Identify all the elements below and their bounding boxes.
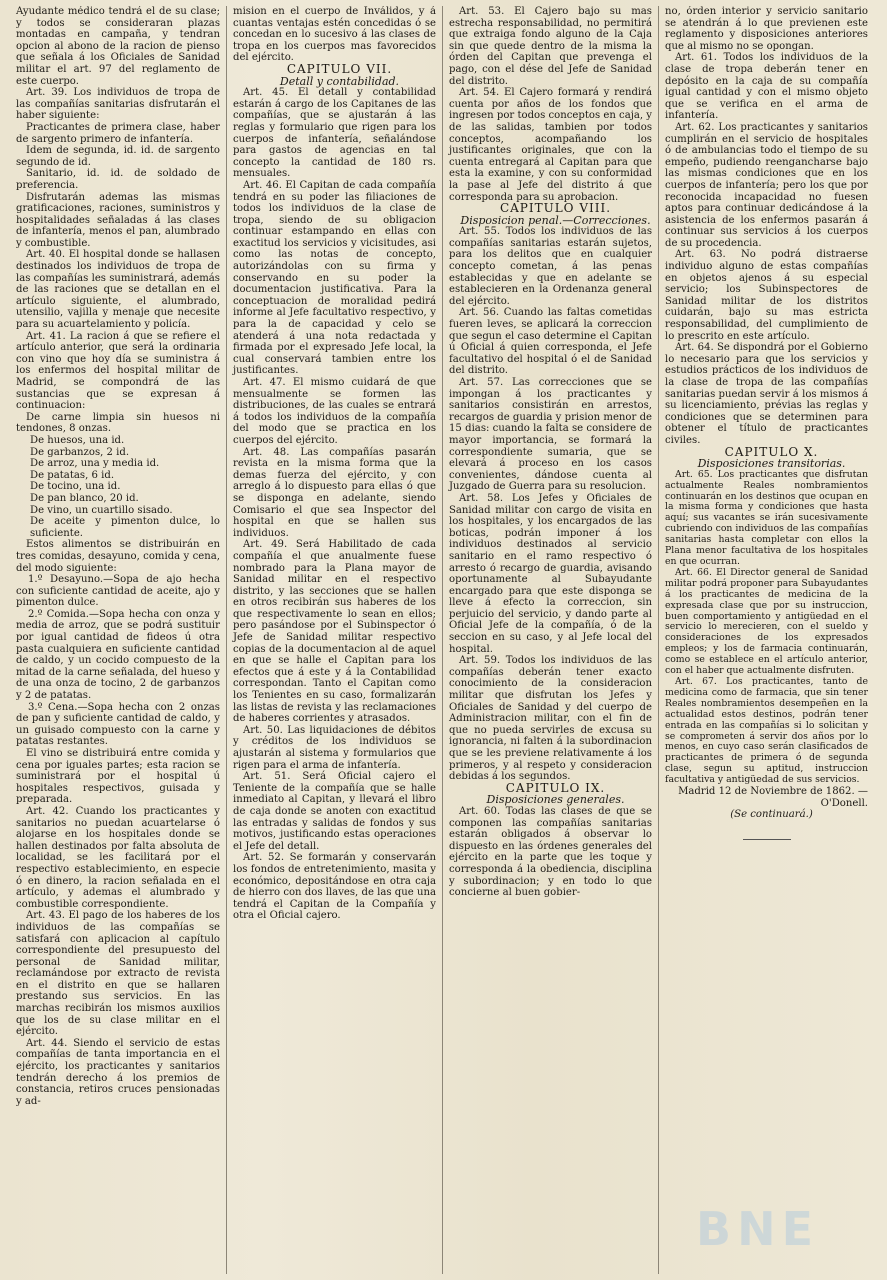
paragraph: Art. 48. Las compañías pasarán revista en la misma forma que la demas fuerza del ejército, y con arreglo á lo dispuesto para ellas ó que se disponga en adelante, siendo Comisario el que sea Inspector del hospital en que se hallen sus individuos. bbox=[233, 446, 436, 539]
paragraph: Art. 54. El Cajero formará y rendirá cuenta por años de los fondos que ingresen por todos conceptos en caja, y de las salidas, tambien por todos conceptos, acompañando los justificantes originales, que con la cuenta entregará al Capitan para que esta la examine, y con su conformidad la pase al Jefe del distrito á que corresponda para su aprobacion. bbox=[449, 87, 652, 203]
paragraph: Idem de segunda, id. id. de sargento segundo de id. bbox=[16, 145, 220, 168]
column-2 bbox=[226, 6, 442, 1274]
chapter-subtitle: Disposiciones generales. bbox=[486, 793, 625, 807]
continued-paragraph: Ayudante médico tendrá el de su clase; y todos se consideraran plazas montadas en campaña, y tendran opcion al abono de la racion de pienso que señala á los Oficiales de Sanidad militar el art. 97 del reglamento de este cuerpo. bbox=[16, 6, 220, 87]
chapter-subtitle: Detall y contabilidad. bbox=[279, 74, 400, 88]
paragraph: Art. 41. La racion á que se refiere el artículo anterior, que será la ordinaria con vino que hoy día se suministra á los enfermos del hospital militar de Madrid, se compondrá de las sustancias que se expresan á continuacion: bbox=[16, 330, 220, 412]
column-3 bbox=[442, 6, 658, 1274]
chapter-subtitle: Disposicion penal.—Correcciones. bbox=[460, 213, 651, 227]
paragraph: Art. 40. El hospital donde se hallasen destinados los individuos de tropa de las compañías les suministrará, además de las raciones que se detallan en el artículo siguiente, el alumbrado, utensilio, vajilla y menaje que necesite para su acuartelamiento y policía. bbox=[16, 249, 220, 331]
ration-item: De pan blanco, 20 id. bbox=[30, 492, 139, 504]
column-1 bbox=[10, 6, 226, 1274]
ration-item: De huesos, una id. bbox=[30, 434, 125, 446]
chapter-heading: CAPITULO VII. bbox=[286, 61, 393, 76]
paragraph: Art. 46. El Capitan de cada compañía tendrá en su poder las filiaciones de todos los individuos de la clase de tropa, siendo de su obligacion continuar estampando en ellas con exactitud los servicios y vicisitudes, asi como las notas de concepto, autorizándolas con su firma y conservando en su poder la documentacion justificativa. Para la conceptuacion de moralidad pedirá informe al Jefe facultativo respectivo, y para la de capacidad y celo se atenderá á una nota redactada y firmada por el expresado Jefe local, la cual conservará tambien entre los justificantes. bbox=[233, 179, 436, 377]
paragraph: Art. 47. El mismo cuidará de que mensualmente se formen las distribuciones, de las cuales se entrará á todos los individuos de la compañía del modo que se practica en los cuerpos del ejército. bbox=[233, 377, 436, 446]
paragraph: Art. 57. Las correcciones que se impongan á los practicantes y sanitarios consistirán en arrestos, recargos de guardia y prision menor de 15 dias: cuando la falta se considere de mayor importancia, se formará la correspondiente sumaria, que se elevará á proceso en los casos convenientes, dándose cuenta al Juzgado de Guerra para su resolucion. bbox=[449, 377, 652, 493]
paragraph: Art. 39. Los individuos de tropa de las compañías sanitarias disfrutarán el haber siguiente: bbox=[16, 87, 220, 122]
paragraph: Art. 51. Será Oficial cajero el Teniente de la compañía que se halle inmediato al Capitan, y llevará el libro de caja donde se anoten con exactitud las entradas y salidas de fondos y sus motivos, justificando estas operaciones el Jefe del detall. bbox=[233, 771, 436, 852]
paragraph: Art. 63. No podrá distraerse individuo alguno de estas compañías en objetos ajenos á su especial servicio; los Subinspectores de Sanidad militar de los distritos cuidarán, bajo su mas estricta responsabilidad, del cumplimiento de lo prescrito en este artículo. bbox=[665, 249, 868, 342]
continued-note: (Se continuará.) bbox=[730, 809, 813, 821]
end-rule bbox=[743, 839, 791, 840]
paragraph: Practicantes de primera clase, haber de sargento primero de infantería. bbox=[16, 121, 220, 145]
ration-item: De patatas, 6 id. bbox=[30, 469, 115, 481]
column-4 bbox=[658, 6, 874, 1274]
transitional-article: Art. 67. Los practicantes, tanto de medicina como de farmacia, que sin tener Reales nombramientos desempeñen en la actualidad estos destinos, podrán tener entrada en las compañías si lo solicitan y se comprometen á servir dos años por lo menos, en cuyo caso serán clasificados de practicantes de primera ó de segunda clase, segun su aptitud, instruccion facultativa y antigüedad de sus servicios. bbox=[665, 675, 868, 786]
paragraph: De carne limpia sin huesos ni tendones, 8 onzas. bbox=[16, 411, 220, 435]
paragraph: Art. 56. Cuando las faltas cometidas fueren leves, se aplicará la correccion que segun el caso determine el Capitan ú Oficial á quien corresponda, el Jefe facultativo del hospital ó el de Sanidad del distrito. bbox=[449, 307, 652, 377]
transitional-article: Art. 65. Los practicantes que disfrutan actualmente Reales nombramientos continuarán en los destinos que ocupan en la misma forma y condiciones que hasta aquí; sus vacantes se irán sucesivamente cubriendo con individuos de las compañías sanitarias hasta completar con ellos la Plana menor facultativa de los hospitales en que ocurran. bbox=[665, 468, 868, 567]
ration-item: De vino, un cuartillo sisado. bbox=[30, 504, 173, 516]
meal-item: 3.º Cena.—Sopa hecha con 2 onzas de pan y suficiente cantidad de caldo, y un guisado compuesto con la carne y patatas restantes. bbox=[16, 701, 220, 748]
ration-item: De tocino, una id. bbox=[30, 481, 121, 493]
chapter-subtitle: Disposiciones transitorias. bbox=[697, 457, 846, 471]
transitional-article: Art. 66. El Director general de Sanidad militar podrá proponer para Subayudantes á los practicantes de medicina de la expresada clase que por su instruccion, buen comportamiento y antigüedad en el servicio lo merecieren, con el sueldo y consideraciones de los expresados empleos; y los de farmacia continuarán, como se establece en el artículo anterior, con el haber que actualmente disfruten. bbox=[665, 566, 868, 677]
ration-item: De garbanzos, 2 id. bbox=[30, 446, 130, 458]
chapter-heading: CAPITULO X. bbox=[724, 444, 819, 459]
paragraph: Art. 45. El detall y contabilidad estarán á cargo de los Capitanes de las compañías, que se ajustarán á las reglas y formulario que rigen para los cuerpos de infantería, señalándose para gastos de agencias en tal concepto la cantidad de 180 rs. mensuales. bbox=[233, 87, 436, 180]
continued-paragraph: no, órden interior y servicio sanitario se atendrán á lo que previenen este reglamento y disposiciones anteriores que al mismo no se opongan. bbox=[665, 6, 868, 52]
paragraph: Art. 64. Se dispondrá por el Gobierno lo necesario para que los servicios y estudios prácticos de los individuos de la clase de tropa de las compañías sanitarias puedan servir á los mismos á su licenciamiento, prévias las reglas y condiciones que se determinen para obtener el título de practicantes civiles. bbox=[665, 342, 868, 446]
chapter-heading: CAPITULO IX. bbox=[505, 780, 606, 795]
paragraph: Art. 52. Se formarán y conservarán los fondos de entretenimiento, masita y económico, depositándose en otra caja de hierro con dos llaves, de las que una tendrá el Capitan de la Compañía y otra el Oficial cajero. bbox=[233, 852, 436, 922]
paragraph: Art. 53. El Cajero bajo su mas estrecha responsabilidad, no permitirá que extraiga fondo alguno de la Caja sin que quede dentro de la misma la órden del Capitan que prevenga el pago, con el dése del Jefe de Sanidad del distrito. bbox=[449, 6, 652, 87]
paragraph: Art. 59. Todos los individuos de las compañías deberán tener exacto conocimiento de la consideracion militar que disfrutan los Jefes y Oficiales de Sanidad y del cuerpo de Administracion militar, con el fin de que no pueda servirles de excusa su ignorancia, ni falten á la subordinacion que se les previene relativamente á los primeros, y al respeto y consideracion debidas á los segundos. bbox=[449, 655, 652, 783]
paragraph: Estos alimentos se distribuirán en tres comidas, desayuno, comida y cena, del modo siguiente: bbox=[16, 539, 220, 574]
paragraph: Art. 62. Los practicantes y sanitarios cumplirán en el servicio de hospitales ó de ambulancias todo el tiempo de su empeño, pudiendo reengancharse bajo las mismas condiciones que en los cuerpos de infantería; pero los que por reconocida incapacidad no fuesen aptos para continuar dedicándose á la asistencia de los enfermos pasarán á continuar sus servicios á los cuerpos de su procedencia. bbox=[665, 121, 868, 249]
paragraph: Art. 61. Todos los individuos de la clase de tropa deberán tener en depósito en la caja de su compañía igual cantidad y con el mismo objeto que se verifica en el arma de infantería. bbox=[665, 52, 868, 122]
paragraph: Art. 49. Será Habilitado de cada compañía el que anualmente fuese nombrado para la Plana mayor de Sanidad militar en el respectivo distrito, y las secciones que se hallen en otros recibirán sus haberes de los que respectivamente lo sean en ellos; pero pasándose por el Subinspector ó Jefe de Sanidad militar respectivo copias de la documentacion al de aquel en que se halle el Capitan para los efectos que á este y á la Contabilidad correspondan. Tanto el Capitan como los Tenientes en su caso, formalizarán las listas de revista y las reclamaciones de haberes corrientes y atrasados. bbox=[233, 539, 436, 725]
paragraph: Disfrutarán ademas las mismas gratificaciones, raciones, suministros y hospitalidades señaladas á las clases de infantería, menos el pan, alumbrado y combustible. bbox=[16, 191, 220, 249]
paragraph: Art. 44. Siendo el servicio de estas compañías de tanta importancia en el ejército, los practicantes y sanitarios tendrán derecho á los premios de constancia, retiros cruces pensionadas y ad- bbox=[16, 1037, 220, 1107]
paragraph: Art. 43. El pago de los haberes de los individuos de las compañías se satisfará con aplicacion al capítulo correspondiente del presupuesto del personal de Sanidad militar, reclamándose por extracto de revista en el distrito en que se hallaren prestando sus servicios. En las marchas recibirán los mismos auxilios que los de su clase militar en el ejército. bbox=[16, 910, 220, 1038]
paragraph: Art. 42. Cuando los practicantes y sanitarios no puedan acuartelarse ó alojarse en los hospitales donde se hallen destinados por falta absoluta de localidad, se les facilitará por el respectivo establecimiento, en especie ó en dinero, la racion señalada en el artículo, y ademas el alumbrado y combustible correspondiente. bbox=[16, 805, 220, 910]
signature-line: Madrid 12 de Noviembre de 1862. —O'Donell. bbox=[678, 786, 868, 809]
continued-paragraph: mision en el cuerpo de Inválidos, y á cuantas ventajas estén concedidas ó se concedan en lo sucesivo á las clases de tropa en los cuerpos mas favorecidos del ejército. bbox=[233, 6, 436, 64]
chapter-heading: CAPITULO VIII. bbox=[499, 201, 612, 216]
paragraph: El vino se distribuirá entre comida y cena por iguales partes; esta racion se suministrará por el hospital ú hospitales respectivos, guisada y preparada. bbox=[16, 748, 220, 806]
meal-item: 1.º Desayuno.—Sopa de ajo hecha con suficiente cantidad de aceite, ajo y pimenton dulce. bbox=[16, 574, 220, 609]
ration-item: De arroz, una y media id. bbox=[30, 458, 160, 470]
library-watermark: BNE bbox=[696, 1202, 819, 1256]
paragraph: Art. 60. Todas las clases de que se componen las compañías sanitarias estarán obligados á observar lo dispuesto en las órdenes generales del ejército en la parte que les toque y corresponda á la obediencia, disciplina y subordinacion; y en todo lo que concierne al buen gobier- bbox=[449, 805, 652, 899]
paragraph: Art. 55. Todos los individuos de las compañías sanitarias estarán sujetos, para los delitos que en cualquier concepto cometan, á las penas establecidas y que en adelante se establecieren en la Ordenanza general del ejército. bbox=[449, 226, 652, 307]
ration-item: De aceite y pimenton dulce, lo suficiente. bbox=[30, 516, 220, 539]
paragraph: Art. 50. Las liquidaciones de débitos y créditos de los individuos se ajustarán al sistema y formularios que rigen para el arma de infantería. bbox=[233, 724, 436, 771]
paragraph: Sanitario, id. id. de soldado de preferencia. bbox=[16, 168, 220, 191]
meal-item: 2.º Comida.—Sopa hecha con onza y media de arroz, que se podrá sustituir por igual cantidad de fideos ú otra pasta cualquiera en suficiente cantidad de caldo, y un cocido compuesto de la mitad de la carne señalada, del hueso y de una onza de tocino, 2 de garbanzos y 2 de patatas. bbox=[16, 608, 220, 702]
paragraph: Art. 58. Los Jefes y Oficiales de Sanidad militar con cargo de visita en los hospitales, y los encargados de las boticas, podrán imponer á los individuos destinados al servicio sanitario en el ramo respectivo ó arresto ó recargo de guardia, avisando oportunamente al Subayudante encargado para que este disponga se lleve á efecto la correccion, sin perjuicio del servicio, y dando parte al Oficial Jefe de la compañía, ó de la seccion en su caso, y al Jefe local del hospital. bbox=[449, 492, 652, 655]
